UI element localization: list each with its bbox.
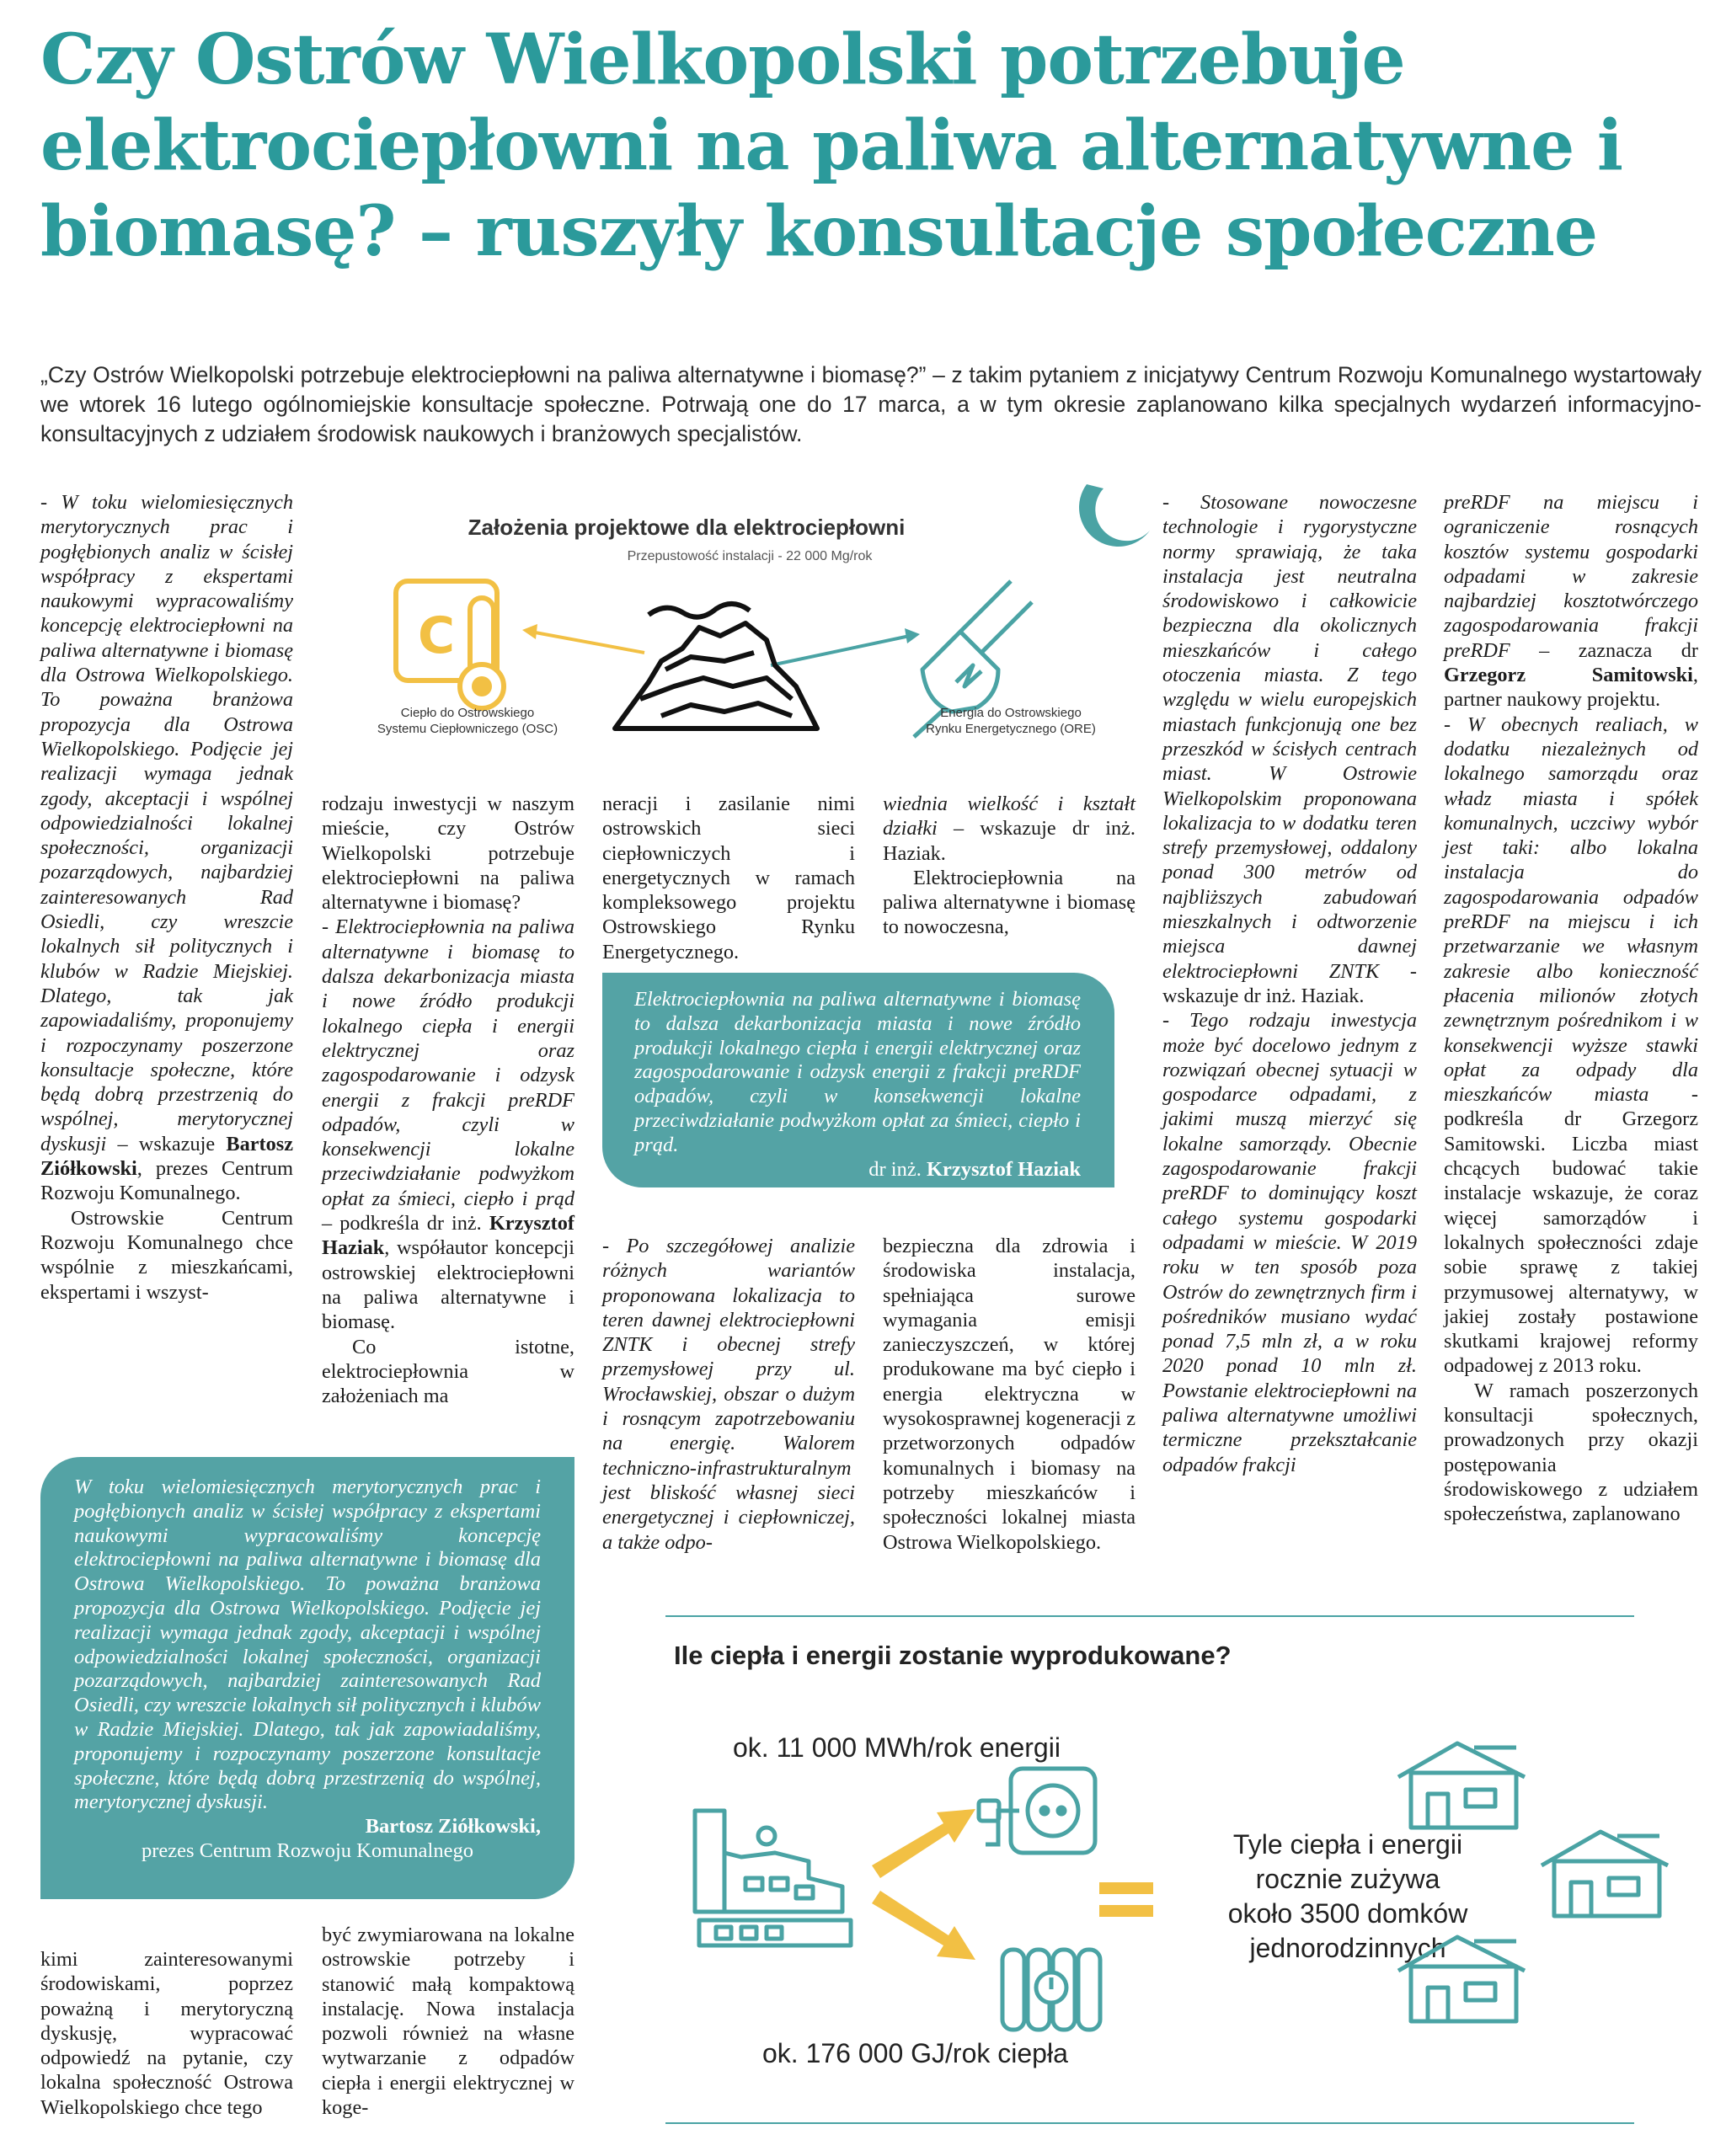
col6-role: , partner naukowy projektu. [1444, 664, 1698, 712]
col5-tail: - wskazuje dr inż. Haziak. [1162, 959, 1417, 1007]
house-icon [1398, 1743, 1525, 1828]
col2-tail: – podkreśla dr inż. [322, 1212, 489, 1235]
column-3-top [602, 792, 855, 964]
column-1 [40, 490, 293, 1305]
column-2 [322, 792, 574, 1408]
figure1-left-caption-2: Systemu Ciepłowniczego (OSC) [377, 722, 558, 736]
column-5 [1162, 490, 1417, 1477]
equivalence-line-2: rocznie zużywa [1255, 1864, 1440, 1894]
col2-role: , współautor koncepcji ostrowskiej elektrociepłowni na paliwa alternatywne i biomasę. [322, 1236, 574, 1334]
pull-quote-ziolkowski-role: prezes Centrum Rozwoju Komunalnego [142, 1838, 473, 1862]
figure1-right-caption: Energia do Ostrowskiego [940, 706, 1082, 720]
figure2-top-rule [665, 1615, 1634, 1617]
column-1-bottom [40, 1947, 293, 2120]
col1-bottom-paragraph: kimi zainteresowanymi środowiskami, poprzez poważną i merytoryczną dyskusję, wypracować odpowiedź na pytanie, czy lokalna społeczność Ostrowa Wielkopolskiego chce tego [40, 1948, 293, 2119]
col4-top-paragraph-2: Elektrociepłownia na paliwa alternatywne i biomasę to nowoczesna, [883, 866, 1136, 939]
col6-tail-2: - podkreśla dr Grzegorz Samitowski. Liczba miast chcących budować takie instalacje wskazuje, że coraz więcej samorządów i lokalnych społeczności zdaje sobie sprawę z takiej przymusowej alternatywy, w jakiej zostały postawione skutkami krajowej reformy odpadowej z 2013 roku. [1444, 1083, 1698, 1378]
equals-bar-top [1099, 1882, 1153, 1894]
col2-paragraph-1: rodzaju inwestycji w naszym mieście, czy Ostrów Wielkopolski potrzebuje elektrociepłowni na paliwa alternatywne i biomasę? [322, 792, 574, 915]
pull-quote-haziak-text: Elektrociepłownia na paliwa alternatywne i biomasę to dalsza dekarbonizacja miasta i nowe źródło produkcji lokalnego ciepła i energii elektrycznej oraz zagospodarowanie i odzysk energii z frakcji preRDF odpadów, czyli w konsekwencji lokalne przeciwdziałanie podwyżkom opłat za śmieci, ciepło i prąd. [634, 988, 1081, 1156]
heat-arrow-head [522, 624, 537, 639]
col1-quote: - W toku wielomiesięcznych merytorycznych prac i pogłębionych analiz w ścisłej współpracy z ekspertami naukowymi wypracowaliśmy koncepcję elektrociepłowni na paliwa alternatywne i biomasę dla Ostrowa Wielkopolskiego. To poważna branżowa propozycja dla Ostrowa Wielkopolskiego. Podjęcie jej realizacji wymaga jednak zgody, akceptacji i wspólnej odpowiedzialności lokalnej społeczności, organizacji pozarządowych, najbardziej zainteresowanych Rad Osiedli, czy wreszcie lokalnych sił politycznych i klubów w Radzie Miejskiej. Dlatego, tak jak zapowiadaliśmy, proponujemy i rozpoczynamy poszerzone konsultacje społeczne, które będą dobrą przestrzenią do wspólnej, merytorycznej dyskusji [40, 491, 293, 1155]
col1-tail: – wskazuje [106, 1132, 227, 1155]
col6-quote-1: preRDF na miejscu i ograniczenie rosnących kosztów systemu gospodarki odpadami w zakresie najbardziej kosztotwórczego zagospodarowania frakcji preRDF [1444, 491, 1698, 662]
figure2-bottom-rule [665, 2122, 1634, 2124]
figure1-right-caption-2: Rynku Energetycznego (ORE) [926, 722, 1096, 736]
factory-icon [695, 1811, 851, 1945]
pull-quote-ziolkowski [40, 1457, 574, 1899]
thermometer-letter: C [417, 606, 456, 665]
house-icon [1542, 1832, 1668, 1916]
equivalence-line-4: jednorodzinnych [1249, 1933, 1446, 1963]
pull-quote-haziak-prefix: dr inż. [868, 1157, 927, 1181]
col3-top-paragraph: neracji i zasilanie nimi ostrowskich sieci ciepłowniczych i energetycznych w ramach kompleksowego projektu Ostrowskiego Rynku Energetycznego. [602, 792, 855, 963]
col4-bottom-paragraph: bezpieczna dla zdrowia i środowiska instalacja, spełniająca surowe wymagania emisji zanieczyszczeń, w której produkowane ma być ciepło i energia elektryczna w wysokosprawnej kogeneracji z przetworzonych odpadów komunalnych i biomasy na potrzeby mieszkańców i społeczności lokalnej miasta Ostrowa Wielkopolskiego. [883, 1235, 1136, 1554]
article-lead: „Czy Ostrów Wielkopolski potrzebuje elektrociepłowni na paliwa alternatywne i biomasę?” – z takim pytaniem z inicjatywy Centrum Rozwoju Komunalnego wystartowały we wtorek 16 lutego ogólnomiejskie konsultacje społeczne. Potrwają one do 17 marca, a w tym okresie zaplanowano kilka specjalnych wydarzeń informacyjno-konsultacyjnych z udziałem środowisk naukowych i branżowych specjalistów. [40, 362, 1702, 446]
project-assumptions-figure [371, 484, 1171, 771]
energy-arrow [771, 636, 910, 665]
col1-paragraph-2: Ostrowskie Centrum Rozwoju Komunalnego chce wspólnie z mieszkańcami, ekspertami i wszyst- [40, 1206, 293, 1304]
waste-pile-icon [615, 604, 817, 728]
figure2-title: Ile ciepła i energii zostanie wyprodukowane? [674, 1641, 1232, 1670]
equivalence-line-3: około 3500 domków [1227, 1898, 1468, 1929]
heat-output-label: ok. 176 000 GJ/rok ciepła [762, 2038, 1068, 2068]
figure1-subtitle: Przepustowość instalacji - 22 000 Mg/rok [627, 549, 873, 563]
equivalence-line-1: Tyle ciepła i energii [1232, 1829, 1463, 1860]
column-6 [1444, 490, 1698, 1526]
production-figure [665, 1625, 1702, 2118]
radiator-icon [1002, 1950, 1100, 2030]
pull-quote-ziolkowski-author: Bartosz Ziółkowski, [365, 1815, 541, 1838]
figure1-title: Założenia projektowe dla elektrociepłowni [468, 515, 906, 540]
column-4-bottom [883, 1234, 1136, 1555]
project-assumptions-graphic [371, 484, 1171, 771]
equals-bar-bottom [1099, 1905, 1153, 1917]
col2-author: Krzysztof Haziak [322, 1212, 574, 1260]
thermometer-icon [396, 581, 504, 708]
socket-icon [979, 1769, 1095, 1853]
arrow-to-heat [872, 1891, 975, 1960]
production-graphic [665, 1625, 1702, 2118]
arrow-to-energy [872, 1809, 975, 1878]
article-title: Czy Ostrów Wielkopolski potrzebuje elektrociepłowni na paliwa alternatywne i biomasę? – ruszyły konsultacje społeczne [40, 19, 1623, 272]
pull-quote-haziak-author: Krzysztof Haziak [926, 1157, 1081, 1181]
col3-bottom-quote: - Po szczegółowej analizie różnych wariantów proponowana lokalizacja to teren dawnej elektrociepłowni ZNTK i obecnej strefy przemysłowej przy ul. Wrocławskiej, obszar o dużym i rosnącym zapotrzebowaniu na energię. Walorem techniczno-infrastrukturalnym jest bliskość własnej sieci energetycznej i ciepłowniczej, a także odpo- [602, 1235, 855, 1554]
col4-tail: – wskazuje dr inż. Haziak. [883, 817, 1136, 865]
column-4-top [883, 792, 1136, 940]
energy-arrow-head [905, 628, 920, 643]
energy-output-label: ok. 11 000 MWh/rok energii [733, 1732, 1061, 1763]
col5-quote-1: - Stosowane nowoczesne technologie i rygorystyczne normy sprawiają, że taka instalacja jest neutralna środowiskowo i całkowicie bezpieczna dla okolicznych mieszkańców i całego otoczenia miasta. Z tego względu w wielu europejskich miastach funkcjonują one bez przeszkód w ścisłych centrach miast. W Ostrowie Wielkopolskim proponowana lokalizacja to w dodatku teren strefy przemysłowej, oddalony ponad 300 metrów od najbliższych zabudowań mieszkalnych i odtworzenie miejsca dawnej elektrociepłowni ZNTK [1162, 491, 1417, 983]
col6-author: Grzegorz Samitowski [1444, 664, 1693, 687]
house-icon [1398, 1937, 1525, 2021]
pull-quote-haziak [602, 973, 1114, 1187]
figure1-left-caption: Ciepło do Ostrowskiego [400, 706, 535, 720]
col1-author: Bartosz Ziółkowski [40, 1132, 293, 1181]
col2-paragraph-3: Co istotne, elektrociepłownia w założeniach ma [322, 1335, 574, 1408]
col1-role: , prezes Centrum Rozwoju Komunalnego. [40, 1157, 293, 1205]
col6-paragraph-3: W ramach poszerzonych konsultacji społecznych, prowadzonych przy okazji postępowania środowiskowego z udziałem społeczeństwa, zaplanowano [1444, 1379, 1698, 1526]
col5-quote-2: - Tego rodzaju inwestycja może być docelowo jednym z rozwiązań obecnej sytuacji w gospodarce odpadami, z jakimi muszą mierzyć się lokalne samorządy. Obecnie zagospodarowanie frakcji preRDF to dominujący koszt całego systemu gospodarki odpadami w mieście. W 2019 roku w ten sposób poza Ostrów do zewnętrznych firm i pośredników musiano wydać ponad 7,5 mln zł, a w roku 2020 ponad 10 mln zł. Powstanie elektrociepłowni na paliwa alternatywne umożliwi termiczne przekształcanie odpadów frakcji [1162, 1009, 1417, 1476]
crescent-decoration-icon [1079, 484, 1150, 547]
heat-arrow [531, 632, 644, 653]
column-2-bottom [322, 1923, 574, 2120]
pull-quote-ziolkowski-text: W toku wielomiesięcznych merytorycznych prac i pogłębionych analiz w ścisłej współpracy z ekspertami naukowymi wypracowaliśmy koncepcję elektrociepłowni na paliwa alternatywne i biomasę dla Ostrowa Wielkopolskiego. To poważna branżowa propozycja dla Ostrowa Wielkopolskiego. Podjęcie jej realizacji wymaga jednak zgody, akceptacji i wspólnej odpowiedzialności lokalnej społeczności, organizacji pozarządowych, najbardziej zainteresowanych Rad Osiedli, czy wreszcie lokalnych sił politycznych i klubów w Radzie Miejskiej. Dlatego, tak jak zapowiadaliśmy, proponujemy i rozpoczynamy poszerzone konsultacje społeczne, które będą dobrą przestrzenią do wspólnej, merytorycznej dyskusji. [74, 1476, 541, 1814]
col2-bottom-paragraph: być zwymiarowana na lokalne ostrowskie potrzeby i stanowić małą kompaktową instalację. Nowa instalacja pozwoli również na własne wytwarzanie z odpadów ciepła i energii elektrycznej w koge- [322, 1924, 574, 2120]
column-3-bottom [602, 1234, 855, 1555]
col6-quote-2: - W obecnych realiach, w dodatku niezależnych od lokalnego samorządu oraz władz miasta i spółek komunalnych, uczciwy wybór jest taki: albo lokalna instalacja do zagospodarowania odpadów preRDF na miejscu i ich przetwarzanie we własnym zakresie albo konieczność płacenia milionów złotych zewnętrznym pośrednikom i w konsekwencji wyższe stawki opłat za odpady dla mieszkańców miasta [1444, 712, 1698, 1107]
col6-tail-1: – zaznacza dr [1510, 638, 1698, 662]
col2-quote: - Elektrociepłownia na paliwa alternatywne i biomasę to dalsza dekarbonizacja miasta i nowe źródło produkcji lokalnego ciepła i energii elektrycznej oraz zagospodarowanie i odzysk energii z frakcji preRDF odpadów, czyli w konsekwencji lokalne przeciwdziałanie podwyżkom opłat za śmieci, ciepło i prąd [322, 915, 574, 1210]
col4-quote: wiednia wielkość i kształt działki [883, 792, 1136, 841]
